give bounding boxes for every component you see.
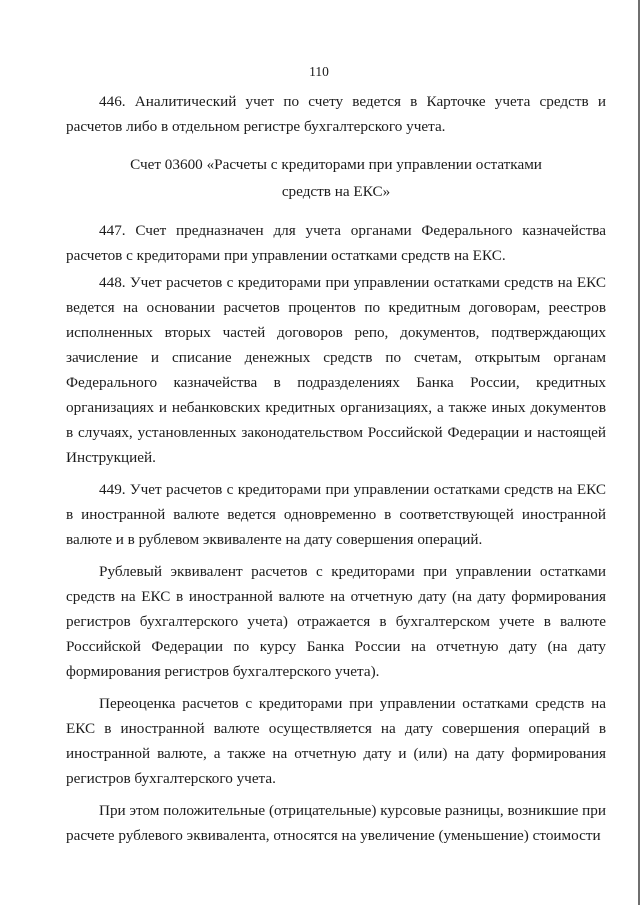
account-heading-line-2: средств на ЕКС» — [281, 183, 391, 200]
account-heading — [66, 151, 606, 205]
paragraph-ruble-equivalent: Рублевый эквивалент расчетов с кредиторами при управлении остатками средств на ЕКС в иностранной валюте на отчетную дату (на дату формирования регистров бухгалтерского учета) отражается в бухгалтерском учете в валюте Российской Федерации по курсу Банка России на отчетную дату (на дату формирования регистров бухгалтерского учета). — [66, 563, 606, 680]
document-body — [66, 89, 606, 855]
paragraph-447: 447. Счет предназначен для учета органами Федерального казначейства расчетов с кредиторами при управлении остатками средств на ЕКС. — [66, 222, 606, 264]
paragraph-448: 448. Учет расчетов с кредиторами при управлении остатками средств на ЕКС ведется на основании расчетов процентов по кредитным договорам, реестров исполненных вторых частей договоров репо, документов, подтверждающих зачисление и списание денежных средств по счетам, открытым органам Федерального казначейства в подразделениях Банка России, кредитных организациях и небанковских кредитных организациях, а также иных документов в случаях, установленных законодательством Российской Федерации и настоящей Инструкцией. — [66, 274, 606, 466]
paragraph-revaluation: Переоценка расчетов с кредиторами при управлении остатками средств на ЕКС в иностранной валюте осуществляется на дату совершения операций в иностранной валюте, а также на отчетную дату и (или) на дату формирования регистров бухгалтерского учета. — [66, 695, 606, 787]
paragraph-449: 449. Учет расчетов с кредиторами при управлении остатками средств на ЕКС в иностранной валюте ведется одновременно в соответствующей иностранной валюте и в рублевом эквиваленте на дату совершения операций. — [66, 481, 606, 548]
paragraph-exchange-differences: При этом положительные (отрицательные) курсовые разницы, возникшие при расчете рублевого эквивалента, относятся на увеличение (уменьшение) стоимости — [66, 802, 606, 844]
page-number: 110 — [309, 64, 329, 79]
account-heading-line-1: Счет 03600 «Расчеты с кредиторами при управлении остатками — [130, 156, 542, 173]
paragraph-446: 446. Аналитический учет по счету ведется в Карточке учета средств и расчетов либо в отдельном регистре бухгалтерского учета. — [66, 93, 606, 135]
